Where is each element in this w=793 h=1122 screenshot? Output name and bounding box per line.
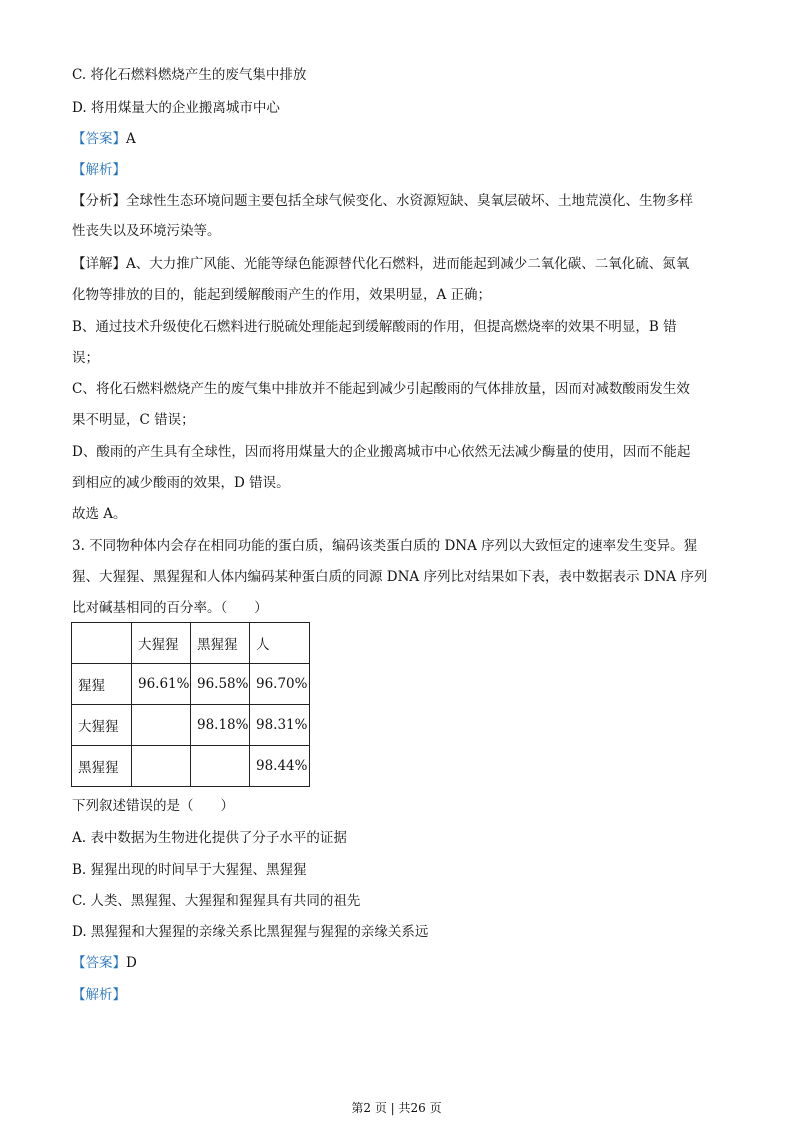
answer-2 [72, 954, 137, 972]
xiangjie-line-4: 误； [72, 350, 99, 366]
fenxi-tag: 【分析】 [72, 193, 126, 209]
fenxi-text-1: 全球性生态环境问题主要包括全球气候变化、水资源短缺、臭氧层破坏、土地荒漠化、生物多样 [126, 193, 693, 209]
answer-1 [72, 130, 136, 148]
xiangjie-text-1: A、大力推广风能、光能等绿色能源替代化石燃料，进而能起到减少二氧化碳、二氧化硫、氮氧 [126, 256, 690, 272]
table-header-row [72, 623, 310, 664]
table-cell: 人 [250, 623, 310, 664]
table-cell: 大猩猩 [132, 623, 191, 664]
xiangjie-line-6: 果不明显，C 错误； [72, 412, 195, 428]
table-cell: 大猩猩 [72, 705, 132, 746]
answer-value: A [126, 131, 136, 147]
table-cell: 猩猩 [72, 664, 132, 705]
table-row [72, 746, 310, 787]
answer-value: D [126, 955, 137, 971]
option-d: D. 黑猩猩和大猩猩的亲缘关系比黑猩猩与猩猩的亲缘关系远 [72, 924, 429, 940]
table-cell: 黑猩猩 [72, 746, 132, 787]
question-3-ask: 下列叙述错误的是（ ） [72, 798, 234, 814]
table-cell: 98.31% [250, 705, 310, 746]
xiangjie-line-1 [72, 255, 689, 273]
xiangjie-line-8: 到相应的减少酸雨的效果，D 错误。 [72, 475, 290, 491]
option-a: A. 表中数据为生物进化提供了分子水平的证据 [72, 830, 347, 846]
table-cell [132, 705, 191, 746]
fenxi-line-1 [72, 192, 693, 210]
table-cell: 96.61% [132, 664, 191, 705]
table-cell: 96.70% [250, 664, 310, 705]
question-3-line-3: 比对碱基相同的百分率。（ ） [72, 600, 268, 616]
table-cell: 96.58% [191, 664, 250, 705]
line-option-d-prev: D. 将用煤量大的企业搬离城市中心 [72, 100, 280, 116]
xiangjie-line-3: B、通过技术升级使化石燃料进行脱硫处理能起到缓解酸雨的作用，但提高燃烧率的效果不明显，B 错 [72, 319, 677, 335]
dna-comparison-table [71, 622, 310, 787]
answer-tag: 【答案】 [72, 131, 126, 147]
fenxi-line-2: 性丧失以及环境污染等。 [72, 223, 221, 239]
option-b: B. 猩猩出现的时间早于大猩猩、黑猩猩 [72, 862, 307, 878]
table-cell: 黑猩猩 [191, 623, 250, 664]
answer-tag: 【答案】 [72, 955, 126, 971]
line-option-c-prev: C. 将化石燃料燃烧产生的废气集中排放 [72, 67, 307, 83]
analysis-tag-1: 【解析】 [72, 162, 126, 178]
xiangjie-line-5: C、将化石燃料燃烧产生的废气集中排放并不能起到减少引起酸雨的气体排放量，因而对减数酸雨发生效 [72, 381, 690, 397]
xiangjie-line-9: 故选 A。 [72, 506, 127, 522]
table-cell [132, 746, 191, 787]
question-3-line-2: 猩、大猩猩、黑猩猩和人体内编码某种蛋白质的同源 DNA 序列比对结果如下表，表中数据表示 DNA 序列 [72, 569, 708, 585]
xiangjie-tag: 【详解】 [72, 256, 126, 272]
xiangjie-line-2: 化物等排放的目的，能起到缓解酸雨产生的作用，效果明显，A 正确； [72, 287, 492, 303]
table-row [72, 705, 310, 746]
xiangjie-line-7: D、酸雨的产生具有全球性，因而将用煤量大的企业搬离城市中心依然无法减少酶量的使用，因而不能起 [72, 444, 691, 460]
table-cell [191, 746, 250, 787]
table-cell [72, 623, 132, 664]
analysis-tag-2: 【解析】 [72, 987, 126, 1003]
question-3-line-1: 3. 不同物种体内会存在相同功能的蛋白质，编码该类蛋白质的 DNA 序列以大致恒定的速率发生变异。猩 [72, 538, 698, 554]
table-row [72, 664, 310, 705]
page-footer: 第2 页 | 共26 页 [351, 1101, 442, 1115]
table-cell: 98.18% [191, 705, 250, 746]
option-c: C. 人类、黑猩猩、大猩猩和猩猩具有共同的祖先 [72, 893, 361, 909]
table-cell: 98.44% [250, 746, 310, 787]
